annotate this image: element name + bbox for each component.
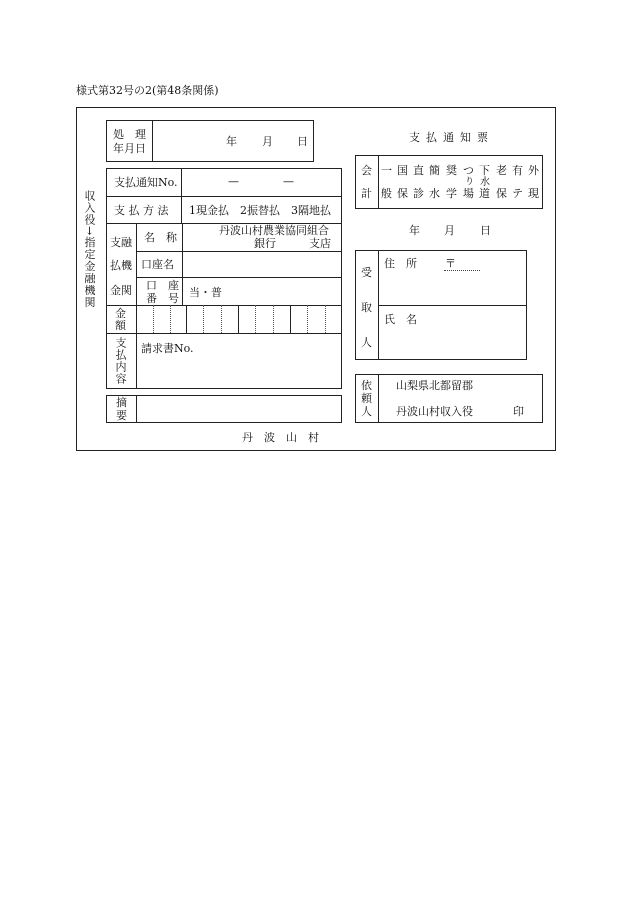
method-label: 支 払 方 法 xyxy=(114,204,169,217)
recipient-name-label: 氏 名 xyxy=(384,313,417,326)
payment-table xyxy=(106,168,342,389)
acct-col-4-bottom: 水 xyxy=(429,187,440,200)
acct-col-2-top: 国 xyxy=(397,164,408,177)
accounting-label-2: 計 xyxy=(361,187,372,200)
acct-col-10-bottom: 現 xyxy=(528,187,539,200)
acct-col-7-top: 下 xyxy=(479,164,490,177)
acct-col-5-top: 奨 xyxy=(446,164,457,177)
account-label-2: 番 号 xyxy=(146,292,179,305)
side-label: 収入役→指定金融機関 xyxy=(83,190,96,309)
acct-col-9-top: 有 xyxy=(512,164,523,177)
acct-col-1-top: 一 xyxy=(381,164,392,177)
acct-col-4-top: 簡 xyxy=(429,164,440,177)
recipient-month: 月 xyxy=(444,224,455,237)
payment-notice-title: 支払通知票 xyxy=(409,131,494,144)
postal-code-dotted-line xyxy=(444,270,480,271)
notice-no-value: — — xyxy=(228,175,294,188)
acct-col-6-mid: り xyxy=(465,177,475,187)
acct-col-10-top: 外 xyxy=(528,164,539,177)
fin-label-3: 金関 xyxy=(110,284,132,297)
form-header: 様式第32号の2(第48条関係) xyxy=(76,84,219,97)
fin-label-1: 支融 xyxy=(110,236,132,249)
account-label-1: 口 座 xyxy=(146,279,179,292)
amount-label-1: 金 xyxy=(115,307,126,320)
notice-no-label: 支払通知No. xyxy=(114,176,178,189)
processing-year: 年 xyxy=(226,135,237,148)
recipient-year: 年 xyxy=(409,224,420,237)
bank-name-line2: 銀行 支店 xyxy=(254,237,331,250)
acct-col-2-bottom: 保 xyxy=(397,187,408,200)
summary-box xyxy=(106,395,342,423)
name-label: 名 称 xyxy=(144,231,177,244)
processing-day: 日 xyxy=(297,135,308,148)
holder-label: 口座名 xyxy=(141,258,174,271)
method-options: 1現金払 2振替払 3隔地払 xyxy=(189,204,331,217)
processing-date-box xyxy=(106,120,314,162)
summary-label-1: 摘 xyxy=(116,396,127,409)
acct-col-6-top: つ xyxy=(463,164,474,177)
requester-label-2: 頼 xyxy=(361,392,372,405)
requester-label-3: 人 xyxy=(361,405,372,418)
bank-name-line1: 丹波山村農業協同組合 xyxy=(219,224,329,237)
content-value: 請求書No. xyxy=(141,342,194,355)
processing-month: 月 xyxy=(262,135,273,148)
requester-seal: 印 xyxy=(513,405,524,418)
content-label: 支払内容 xyxy=(114,337,127,385)
acct-col-9-bottom: テ xyxy=(512,187,523,200)
acct-col-6-bottom: 場 xyxy=(463,187,474,200)
recipient-label-1: 受 xyxy=(361,266,372,279)
requester-name: 丹波山村収入役 xyxy=(396,405,473,418)
acct-col-3-bottom: 診 xyxy=(413,187,424,200)
accounting-label-1: 会 xyxy=(361,164,372,177)
requester-address: 山梨県北都留郡 xyxy=(396,379,473,392)
amount-label-2: 額 xyxy=(115,319,126,332)
account-value: 当・普 xyxy=(189,286,222,299)
acct-col-3-top: 直 xyxy=(413,164,424,177)
recipient-label-3: 人 xyxy=(361,336,372,349)
postal-mark: 〒 xyxy=(445,257,456,270)
acct-col-7-mid: 水 xyxy=(480,177,490,188)
acct-col-7-bottom: 道 xyxy=(479,187,490,200)
processing-date-label-1: 処 理 xyxy=(113,128,146,141)
acct-col-1-bottom: 般 xyxy=(381,187,392,200)
acct-col-5-bottom: 学 xyxy=(446,187,457,200)
requester-label-1: 依 xyxy=(361,379,372,392)
recipient-label-2: 取 xyxy=(361,301,372,314)
acct-col-8-top: 老 xyxy=(496,164,507,177)
recipient-day: 日 xyxy=(480,224,491,237)
summary-label-2: 要 xyxy=(116,409,127,422)
fin-label-2: 払機 xyxy=(110,259,132,272)
acct-col-8-bottom: 保 xyxy=(496,187,507,200)
footer-village: 丹 波 山 村 xyxy=(242,431,319,444)
processing-date-label-2: 年月日 xyxy=(113,142,146,155)
recipient-address-label: 住 所 xyxy=(384,257,417,270)
